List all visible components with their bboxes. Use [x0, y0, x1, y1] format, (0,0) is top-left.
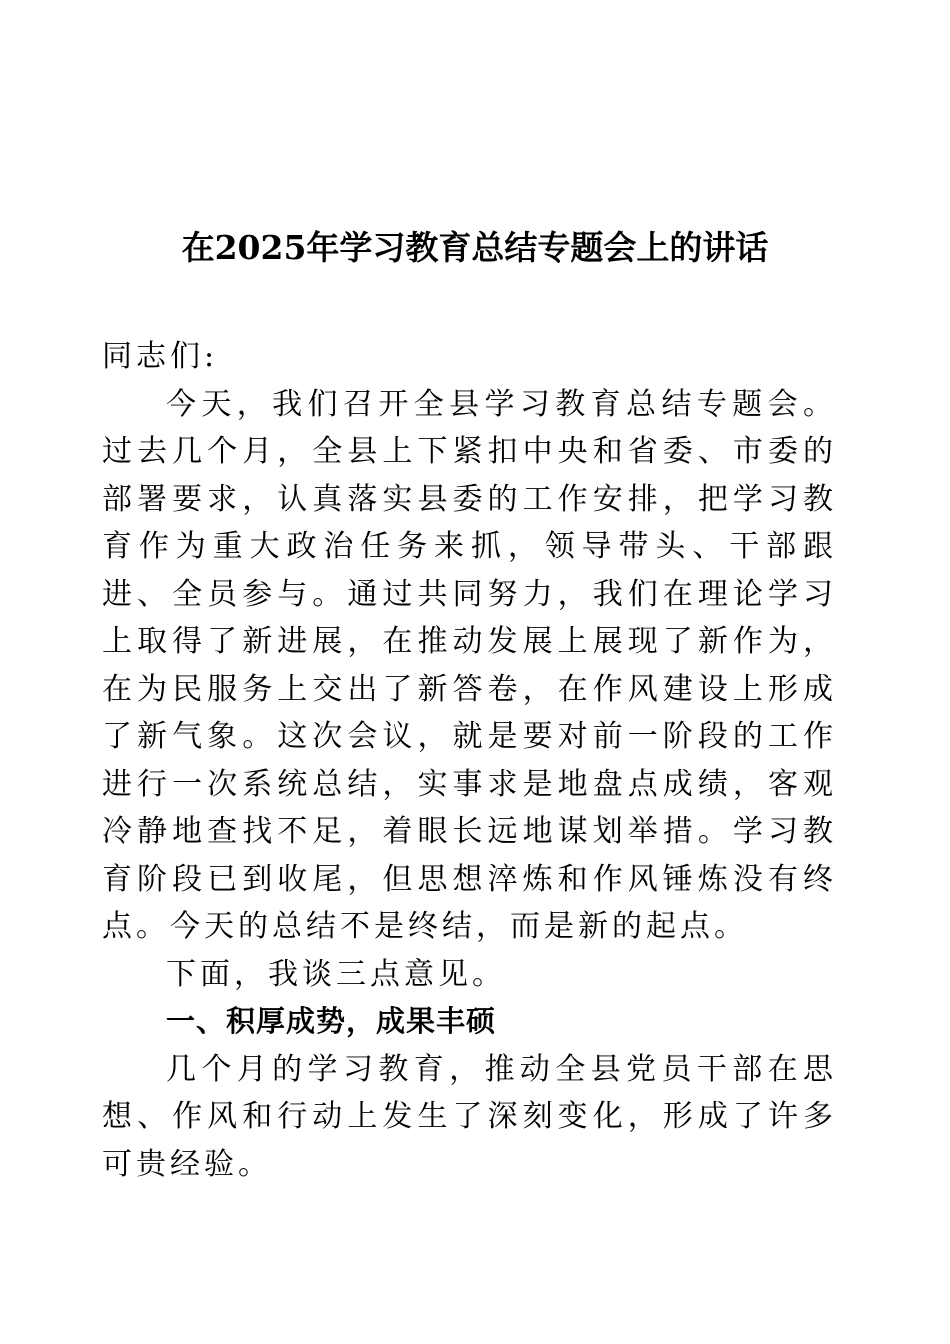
paragraph-opening: 今天，我们召开全县学习教育总结专题会。过去几个月，全县上下紧扣中央和省委、市委的部署要求，认真落实县委的工作安排，把学习教育作为重大政治任务来抓，领导带头、干部跟进、全员参与。通过共同努力，我们在理论学习上取得了新进展，在推动发展上展现了新作为，在为民服务上交出了新答卷，在作风建设上形成了新气象。这次会议，就是要对前一阶段的工作进行一次系统总结，实事求是地盘点成绩，客观冷静地查找不足，着眼长远地谋划举措。学习教育阶段已到收尾，但思想淬炼和作风锤炼没有终点。今天的总结不是终结，而是新的起点。: [102, 386, 837, 944]
document-body: [102, 333, 837, 1188]
paragraph-outline: 下面，我谈三点意见。: [166, 956, 506, 992]
section-heading-1: 一、积厚成势，成果丰硕: [166, 1004, 497, 1038]
paragraph-section-1: 几个月的学习教育，推动全县党员干部在思想、作风和行动上发生了深刻变化，形成了许多可贵经验。: [102, 1051, 837, 1182]
document-title: 在2025年学习教育总结专题会上的讲话: [181, 228, 769, 267]
salutation: 同志们:: [102, 339, 219, 374]
